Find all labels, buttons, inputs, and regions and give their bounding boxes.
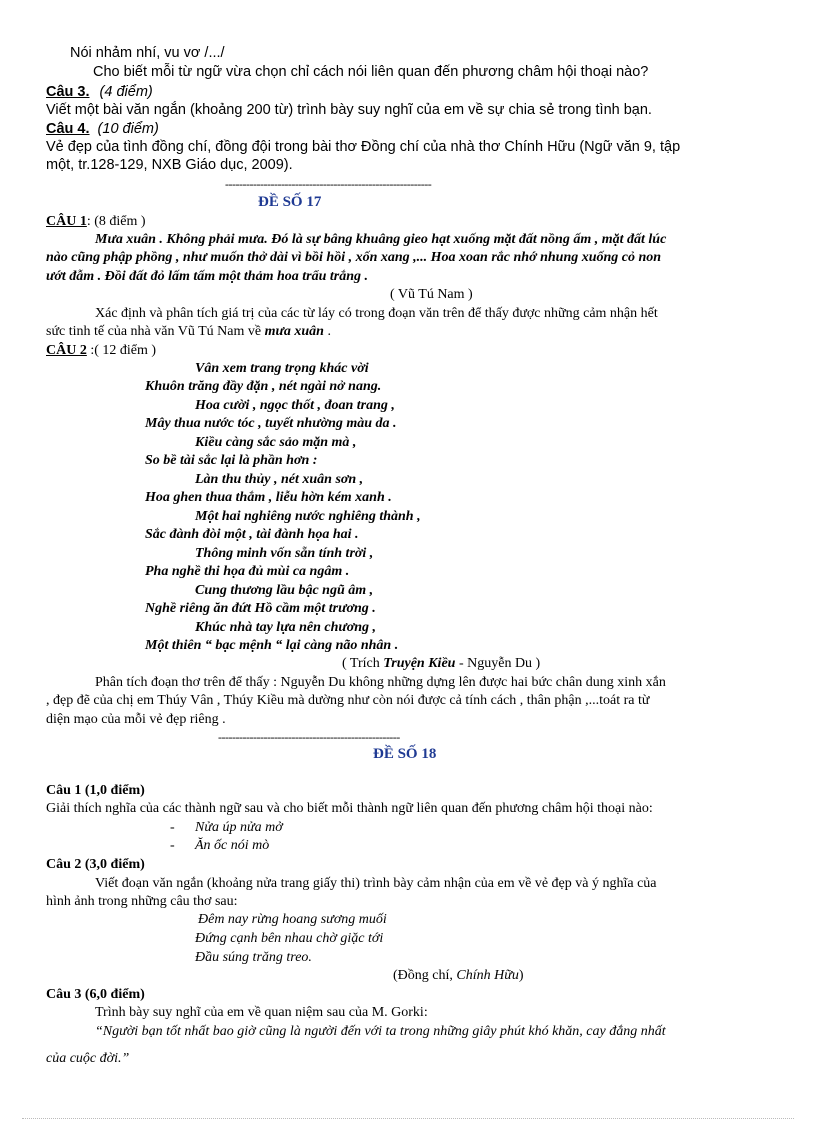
analysis-text: , đẹp đẽ của chị em Thúy Vân , Thúy Kiều mà dường như còn nói được cả tính cách , thân phận ,...toát ra từ	[46, 693, 650, 708]
poem-source	[342, 656, 540, 672]
question-3-heading: Câu 3 (6,0 điểm)	[46, 987, 145, 1002]
poem-source-suffix: )	[518, 968, 524, 983]
poem-source-prefix: ( Trích	[342, 656, 380, 671]
question-3-text: Viết một bài văn ngắn (khoảng 200 từ) trình bày suy nghĩ của em về sự chia sẻ trong tình bạn.	[46, 102, 652, 118]
poem-line: So bề tài sắc lại là phần hơn :	[145, 453, 318, 468]
question-4-label: Câu 4.	[46, 121, 90, 137]
poem-line: Khuôn trăng đầy đặn , nét ngài nở nang.	[145, 379, 382, 394]
analysis-text: Phân tích đoạn thơ trên để thấy : Nguyễn Du không những dựng lên được hai bức chân dung xinh xắn	[95, 675, 666, 690]
question-3-label: Câu 3.	[46, 84, 90, 100]
poem-line: Đứng cạnh bên nhau chờ giặc tới	[195, 931, 384, 946]
exam-18-title: ĐỀ SỐ 18	[373, 746, 437, 762]
poem-line: Khúc nhà tay lựa nên chương ,	[195, 620, 377, 635]
question-4-text: một, tr.128-129, NXB Giáo dục, 2009).	[46, 157, 293, 173]
question-3-heading	[46, 84, 153, 100]
poem-line: Làn thu thủy , nét xuân sơn ,	[195, 472, 364, 487]
question-3-points: (4 điểm)	[99, 84, 153, 100]
question-2-label: CÂU 2	[46, 343, 87, 358]
task-text	[46, 324, 331, 340]
poem-line: Thông minh vốn sẵn tính trời ,	[195, 546, 374, 561]
analysis-text: diện mạo của mỗi vẻ đẹp riêng .	[46, 712, 226, 727]
question-1-heading: Câu 1 (1,0 điểm)	[46, 783, 145, 798]
poem-source-prefix: (Đồng chí,	[393, 968, 453, 983]
exam-17-title: ĐỀ SỐ 17	[258, 194, 322, 210]
question-1-heading	[46, 214, 146, 230]
poem-source	[393, 968, 524, 984]
separator: ----------------------------------------------------	[218, 730, 400, 744]
task-text: Xác định và phân tích giá trị của các từ láy có trong đoạn văn trên để thấy được những cảm nhận hết	[95, 306, 658, 321]
question-1-points: : (8 điểm )	[86, 214, 146, 229]
poem-line: Một hai nghiêng nước nghiêng thành ,	[195, 509, 421, 524]
question-3-text: Trình bày suy nghĩ của em về quan niệm sau của M. Gorki:	[95, 1005, 428, 1020]
task-text-suffix: .	[327, 324, 331, 339]
poem-source-author: Chính Hữu	[456, 968, 519, 983]
poem-line: Kiều càng sắc sảo mặn mà ,	[195, 435, 357, 450]
question-2-text: Viết đoạn văn ngắn (khoảng nửa trang giấy thi) trình bày cảm nhận của em về vẻ đẹp và ý nghĩa của	[95, 876, 657, 891]
idiom-item: Ăn ốc nói mò	[195, 838, 270, 853]
poem-line: Đêm nay rừng hoang sương muối	[198, 912, 387, 927]
quote-line: của cuộc đời.”	[46, 1051, 130, 1066]
poem-line: Một thiên “ bạc mệnh “ lại càng não nhân .	[145, 638, 399, 653]
question-2-heading: Câu 2 (3,0 điểm)	[46, 857, 145, 872]
poem-line: Mây thua nước tóc , tuyết nhường màu da .	[145, 416, 397, 431]
poem-line: Sắc đành đòi một , tài đành họa hai .	[145, 527, 359, 542]
poem-source-title: Truyện Kiều	[383, 656, 456, 671]
question-1-label: CÂU 1	[46, 214, 87, 229]
poem-line: Cung thương lầu bậc ngũ âm ,	[195, 583, 374, 598]
question-2-heading	[46, 343, 156, 359]
quote-line: Mưa xuân . Không phải mưa. Đó là sự bâng khuâng gieo hạt xuống mặt đất nồng ấm , mặt đất lúc	[95, 232, 667, 247]
poem-line: Vân xem trang trọng khác vời	[195, 361, 369, 376]
text-line: Nói nhảm nhí, vu vơ /.../	[70, 45, 225, 61]
poem-line: Hoa cười , ngọc thốt , đoan trang ,	[195, 398, 395, 413]
question-4-points: (10 điểm)	[97, 121, 159, 137]
question-1-text: Giải thích nghĩa của các thành ngữ sau và cho biết mỗi thành ngữ liên quan đến phương châm hội thoại nào:	[46, 801, 653, 816]
poem-line: Hoa ghen thua thắm , liễu hờn kém xanh .	[145, 490, 392, 505]
question-4-heading	[46, 121, 159, 137]
idiom-item: Nửa úp nửa mở	[195, 820, 283, 835]
question-2-points: :( 12 điểm )	[90, 343, 157, 358]
quote-author: ( Vũ Tú Nam )	[390, 287, 473, 302]
idiom-bullet: -	[170, 838, 175, 853]
page-bottom-border	[22, 1118, 794, 1119]
question-4-text: Vẻ đẹp của tình đồng chí, đồng đội trong bài thơ Đồng chí của nhà thơ Chính Hữu (Ngữ văn 9, tập	[46, 139, 681, 155]
quote-line: nào cũng phập phồng , như muốn thở dài vì bồi hồi , xốn xang ,... Hoa xoan rắc nhớ nhung xuống cỏ non	[46, 250, 662, 265]
poem-source-author: - Nguyễn Du )	[458, 656, 541, 671]
task-text-prefix: sức tinh tế của nhà văn Vũ Tú Nam về	[46, 324, 262, 339]
quote-line: “Người bạn tốt nhất bao giờ cũng là người đến với ta trong những giây phút khó khăn, cay đắng nhất	[95, 1024, 666, 1039]
poem-line: Pha nghề thi họa đủ mùi ca ngâm .	[145, 564, 350, 579]
poem-line: Nghề riêng ăn đứt Hồ cầm một trương .	[145, 601, 376, 616]
quote-line: ướt đẫm . Đồi đất đỏ lấm tấm một thảm hoa trẩu trắng .	[46, 269, 369, 284]
separator: -----------------------------------------------------------	[225, 177, 432, 191]
task-text-emphasis: mưa xuân	[264, 324, 324, 339]
question-2-text: hình ảnh trong những câu thơ sau:	[46, 894, 238, 909]
poem-line: Đầu súng trăng treo.	[195, 950, 312, 965]
idiom-bullet: -	[170, 820, 175, 835]
text-line: Cho biết mỗi từ ngữ vừa chọn chỉ cách nói liên quan đến phương châm hội thoại nào?	[93, 64, 649, 80]
